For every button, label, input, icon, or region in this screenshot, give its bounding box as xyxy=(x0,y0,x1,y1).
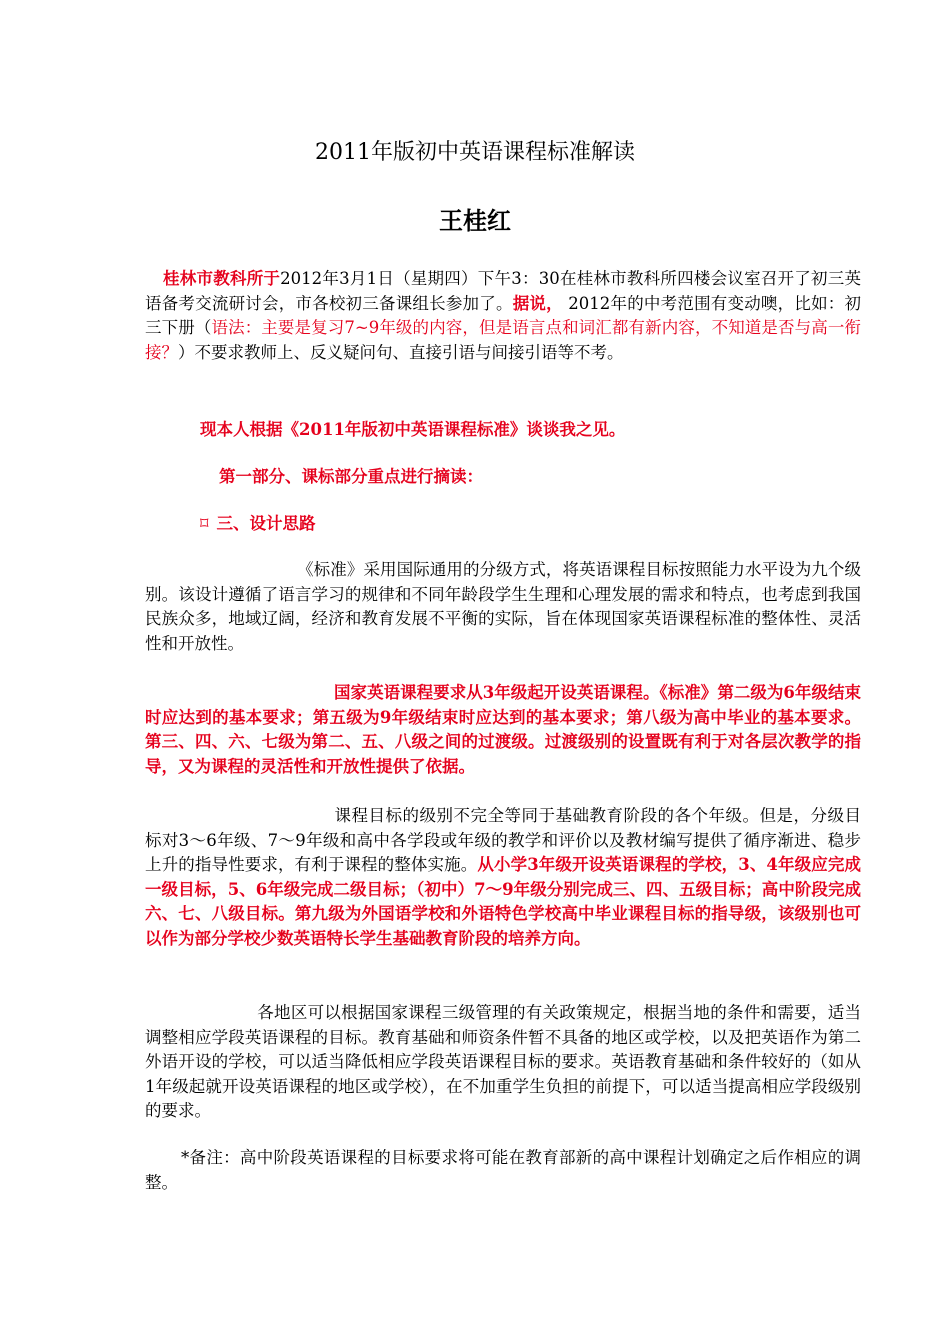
levels-text: 国家英语课程要求从3年级起开设英语课程。《标准》第二级为6年级结束时应达到的基本要求；第五级为9年级结束时应达到的基本要求；第八级为高中毕业的基本要求。第三、四、六、七级为第二、五、八级之间的过渡级。过渡级别的设置既有利于对各层次教学的指导，又为课程的灵活性和开放性提供了依据。 xyxy=(145,683,861,776)
intro-body-1: 2012年3月1日（星期四）下午3：30在桂林市教科所四楼会议室召开了初三英语备考交流研讨会，市各校初三备课组长参加了。 xyxy=(145,269,862,313)
grades-text: 课程目标的级别不完全等同于基础教育阶段的各个年级。但是，分级目标对3～6年级、7～9年级和高中各学段或年级的教学和评价以及教材编写提供了循序渐进、稳步上升的指导性要求，有利于课程的整体实施。 xyxy=(145,806,861,874)
intro-lead-spacer xyxy=(145,269,163,288)
document-title: 2011年版初中英语课程标准解读 xyxy=(315,140,635,165)
grades-emphasis-text: 从小学3年级开设英语课程的学校，3、4年级应完成一级目标，5、6年级完成二级目标；（初中）7～9年级分别完成三、四、五级目标；高中阶段完成六、七、八级目标。第九级为外国语学校和外语特色学校高中毕业课程目标的指导级，该级别也可以作为部分学校少数英语特长学生基础教育阶段的培养方向。 xyxy=(145,855,862,948)
levels-paragraph xyxy=(145,681,861,779)
part-one-heading: 第一部分、课标部分重点进行摘读： xyxy=(219,467,483,486)
section-title: 三、设计思路 xyxy=(216,514,316,533)
document-author: 王桂红 xyxy=(439,206,511,235)
grades-paragraph xyxy=(145,804,861,951)
section-heading xyxy=(200,512,315,536)
regions-paragraph xyxy=(145,1001,861,1124)
intro-paragraph xyxy=(145,267,861,365)
opinion-heading: 现本人根据《2011年版初中英语课程标准》谈谈我之见。 xyxy=(200,420,626,439)
intro-body-3: ）不要求教师上、反义疑问句、直接引语与间接引语等不考。 xyxy=(178,342,624,362)
note-paragraph xyxy=(145,1146,861,1195)
intro-lead-text: 桂林市教科所于 xyxy=(163,269,281,288)
intro-said-text: 据说， xyxy=(512,293,563,313)
standard-paragraph xyxy=(145,558,861,656)
intro-body-2: 2012年的中考范围有变动噢，比如：初三下册（ xyxy=(145,293,861,337)
section-bullet-icon: ⌑ xyxy=(200,514,209,533)
intro-note-text: 语法：主要是复习7~9年级的内容，但是语言点和词汇都有新内容，不知道是否与高一衔接？ xyxy=(145,318,862,362)
standard-text: 《标准》采用国际通用的分级方式，将英语课程目标按照能力水平设为九个级别。该设计遵循了语言学习的规律和不同年龄段学生生理和心理发展的需求和特点，也考虑到我国民族众多，地域辽阔，经济和教育发展不平衡的实际，旨在体现国家英语课程标准的整体性、灵活性和开放性。 xyxy=(145,560,861,653)
note-text: *备注：高中阶段英语课程的目标要求将可能在教育部新的高中课程计划确定之后作相应的调整。 xyxy=(145,1148,861,1192)
regions-text: 各地区可以根据国家课程三级管理的有关政策规定，根据当地的条件和需要，适当调整相应学段英语课程的目标。教育基础和师资条件暂不具备的地区或学校，以及把英语作为第二外语开设的学校，可以适当降低相应学段英语课程目标的要求。英语教育基础和条件较好的（如从1年级起就开设英语课程的地区或学校），在不加重学生负担的前提下，可以适当提高相应学段级别的要求。 xyxy=(145,1003,861,1120)
